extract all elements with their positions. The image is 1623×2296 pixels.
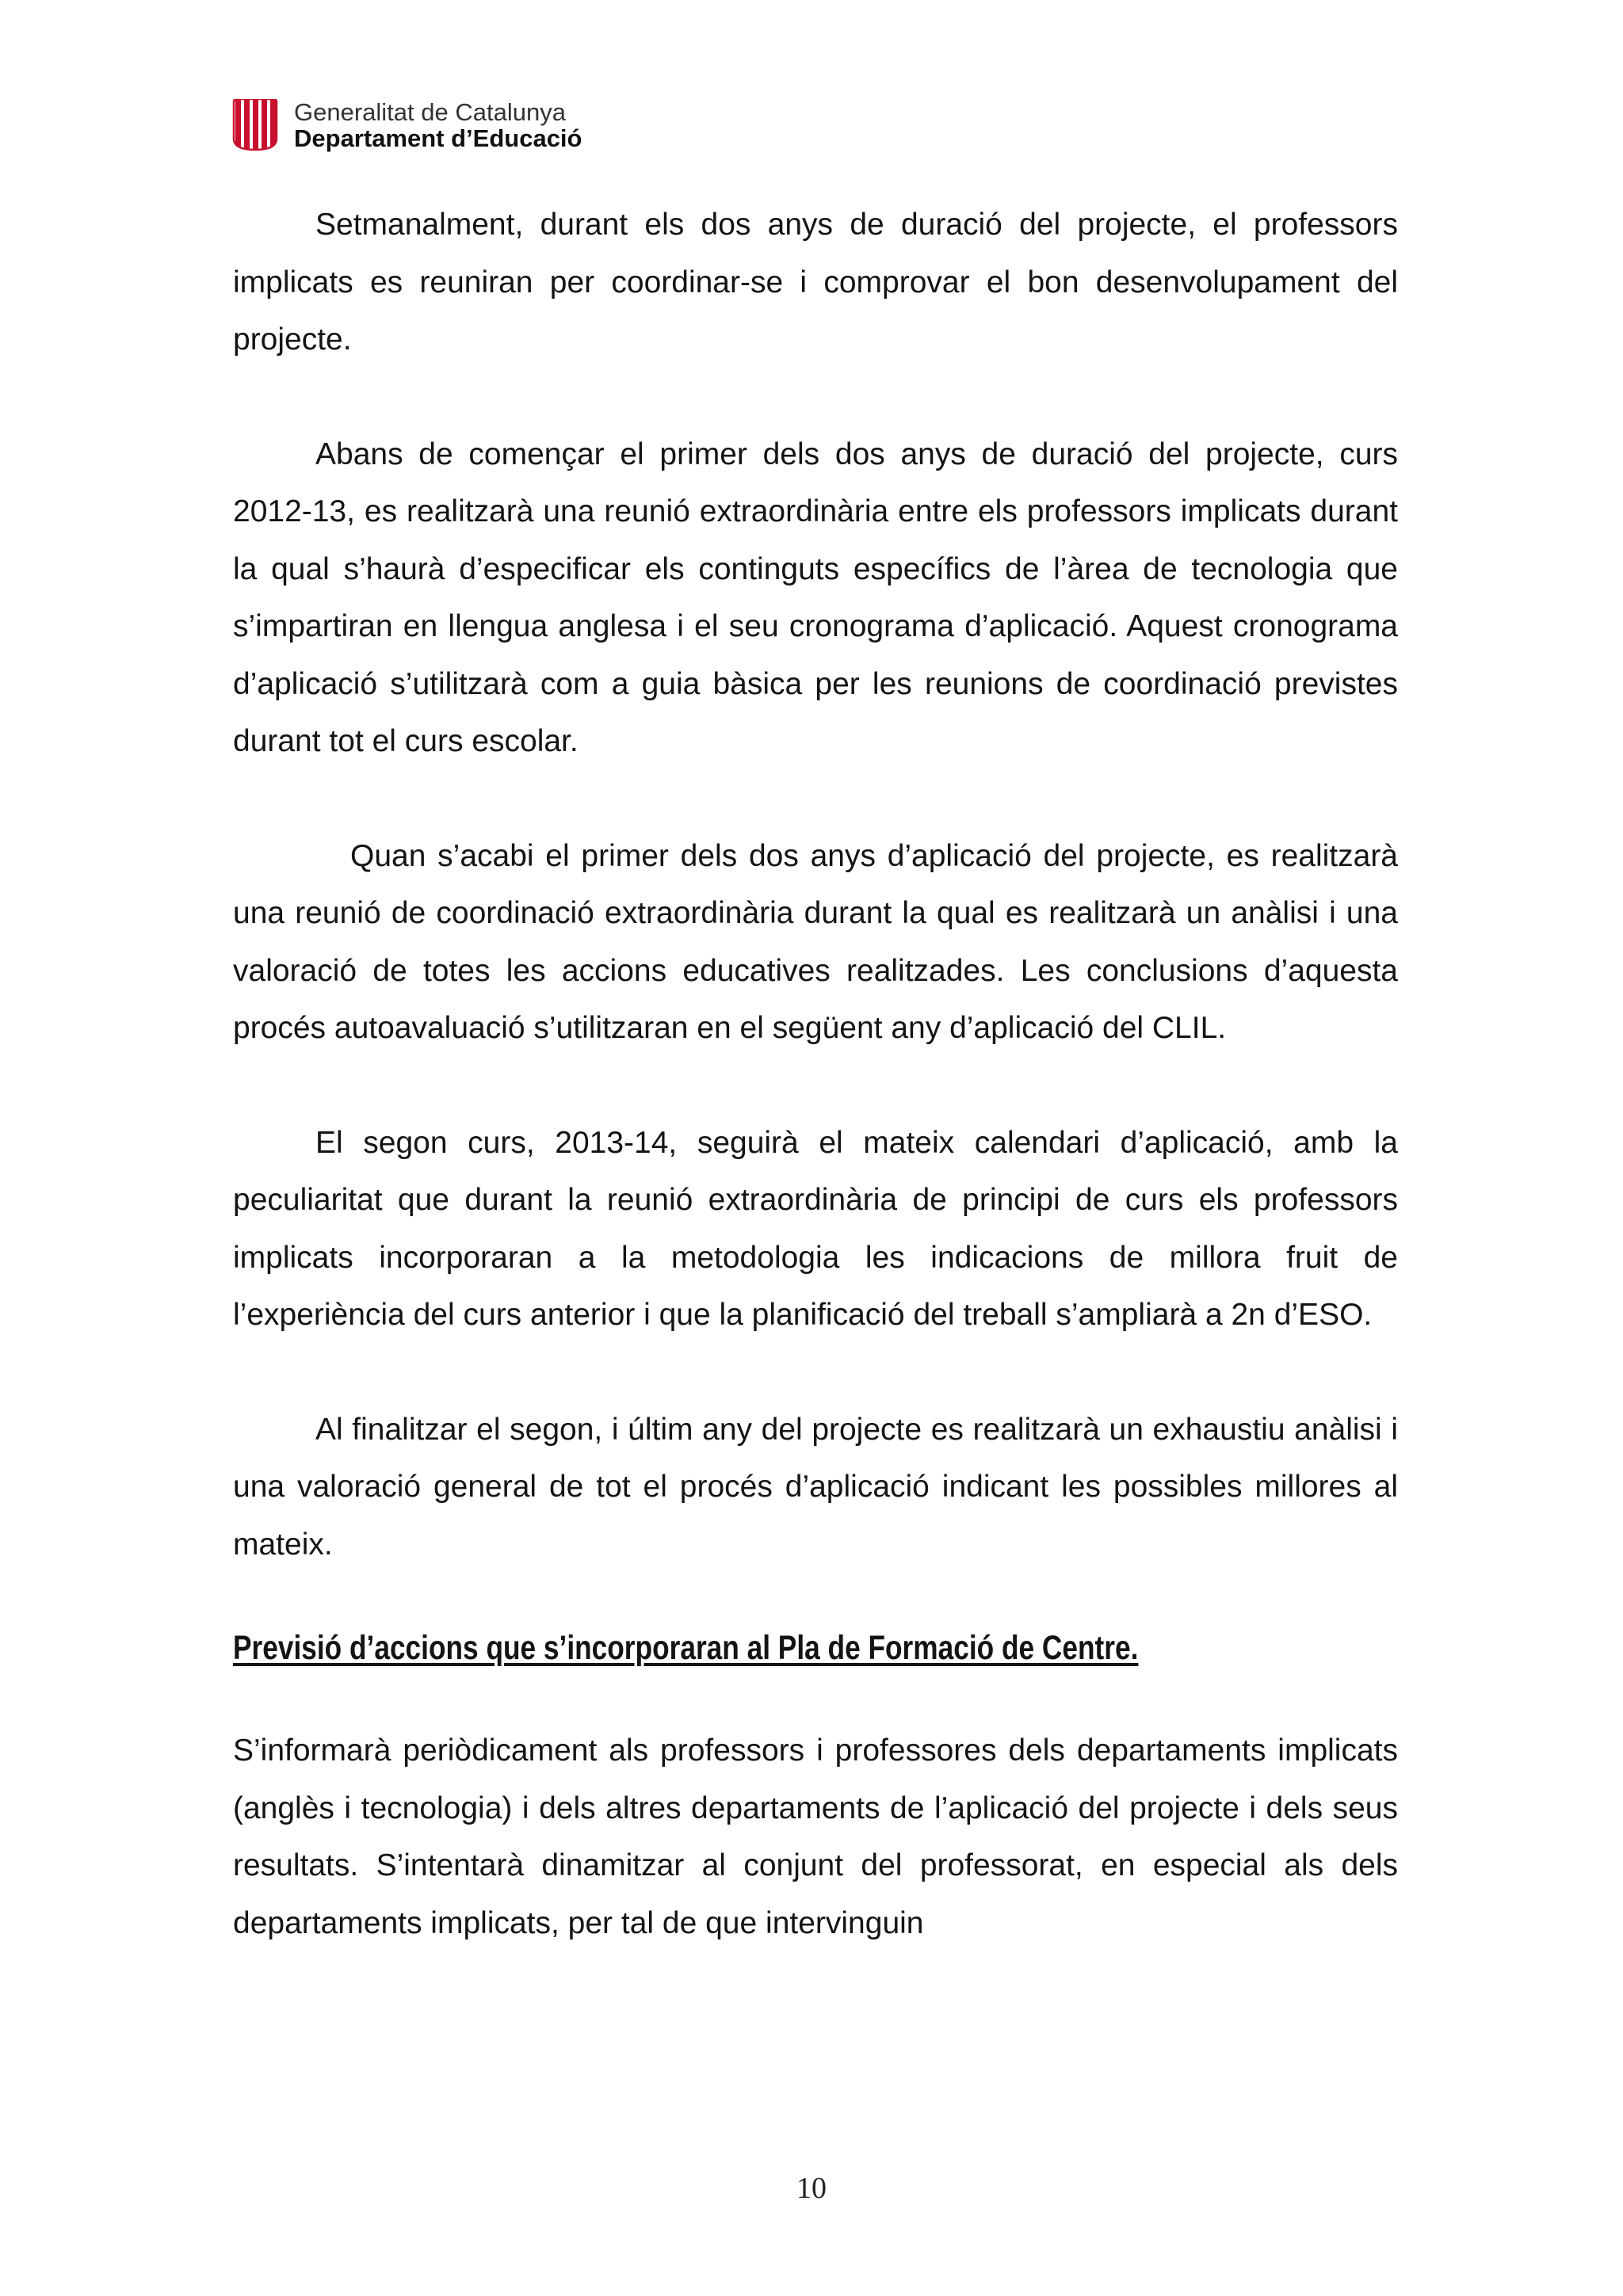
body-paragraph-1: Setmanalment, durant els dos anys de duració del projecte, el professors implicats es reuniran per coordinar-se i comprovar el bon desenvolupament del projecte. <box>233 208 1398 357</box>
page-number: 10 <box>796 2172 827 2205</box>
header-text <box>294 99 582 152</box>
section-heading: Previsió d’accions que s’incorporaran al Pla de Formació de Centre. <box>233 1629 1139 1667</box>
section-paragraph: S’informarà periòdicament als professors i professores dels departaments implicats (anglès i tecnologia) i dels altres departaments de l’aplicació del projecte i dels seus resultats. S’intentarà dinamitzar al conjunt del professorat, en especial als dels departaments implicats, per tal de que intervinguin <box>233 1733 1398 1940</box>
organization-name: Generalitat de Catalunya <box>294 97 566 126</box>
body-paragraph-2: Abans de començar el primer dels dos anys de duració del projecte, curs 2012-13, es realitzarà una reunió extraordinària entre els professors implicats durant la qual s’haurà d’especificar els continguts específics de l’àrea de tecnologia que s’impartiran en llengua anglesa i el seu cronograma d’aplicació. Aquest cronograma d’aplicació s’utilitzarà com a guia bàsica per les reunions de coordinació previstes durant tot el curs escolar. <box>233 437 1398 758</box>
body-paragraph-5: Al finalitzar el segon, i últim any del projecte es realitzarà un exhaustiu anàlisi i una valoració general de tot el procés d’aplicació indicant les possibles millores al mateix. <box>233 1412 1398 1562</box>
document-body <box>233 196 1398 1952</box>
document-header <box>232 93 582 157</box>
body-paragraph-3: Quan s’acabi el primer dels dos anys d’aplicació del projecte, es realitzarà una reunió de coordinació extraordinària durant la qual es realitzarà un anàlisi i una valoració de totes les accions educatives realitzades. Les conclusions d’aquesta procés autoavaluació s’utilitzaran en el següent any d’aplicació del CLIL. <box>233 838 1398 1045</box>
generalitat-stripes-logo-icon <box>232 99 278 151</box>
department-name: Departament d’Educació <box>294 124 582 152</box>
body-paragraph-4: El segon curs, 2013-14, seguirà el mateix calendari d’aplicació, amb la peculiaritat que durant la reunió extraordinària de principi de curs els professors implicats incorporaran a la metodologia les indicacions de millora fruit de l’experiència del curs anterior i que la planificació del treball s’ampliarà a 2n d’ESO. <box>233 1125 1398 1332</box>
